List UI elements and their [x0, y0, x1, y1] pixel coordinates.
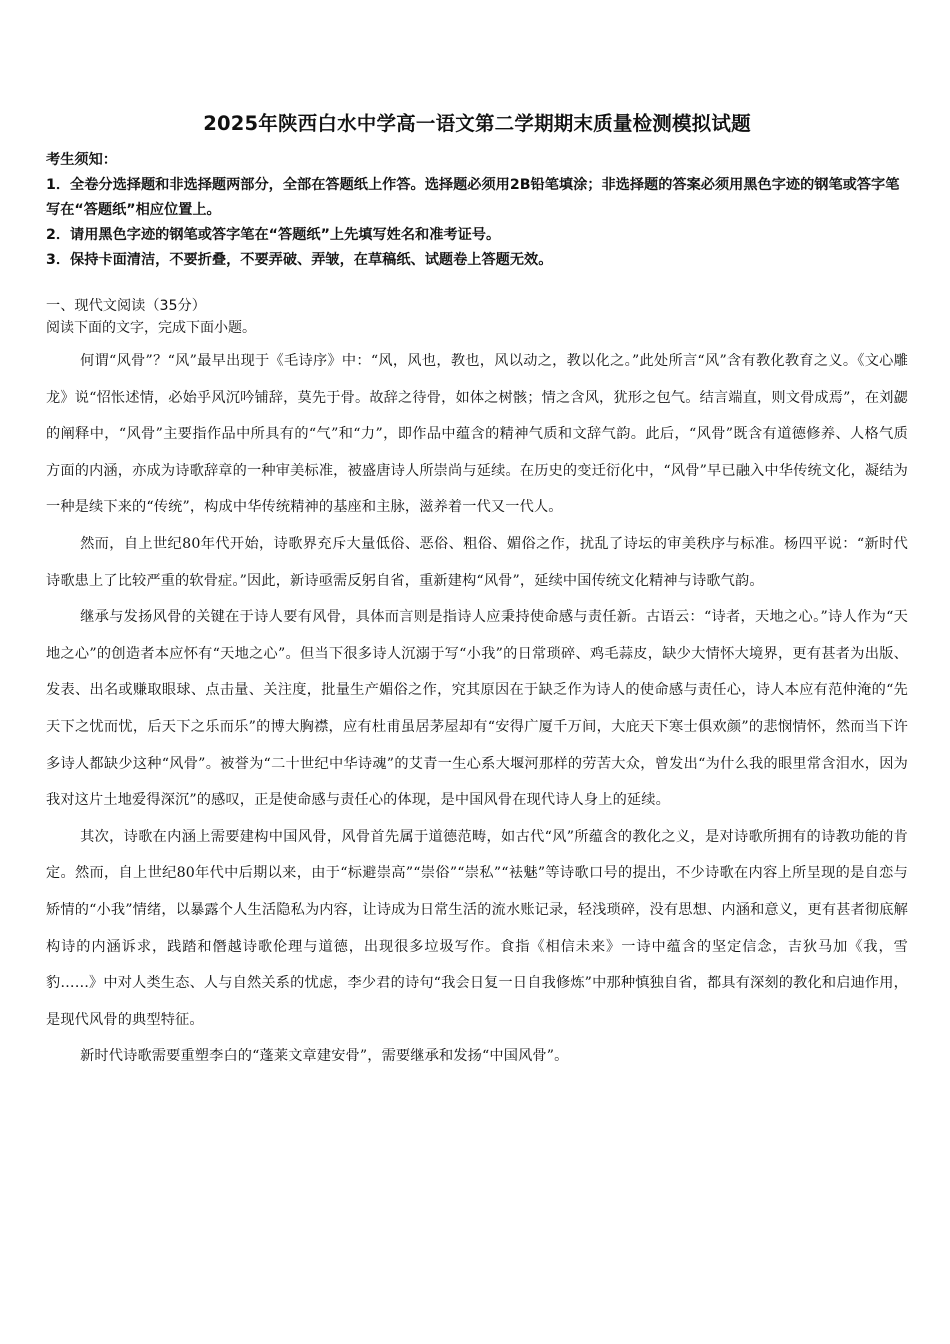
reading-paragraph: 何谓“风骨”？“风”最早出现于《毛诗序》中：“风，风也，教也，风以动之，教以化之。”此处所言“风”含有教化教育之义。《文心雕龙》说“怊怅述情，必始乎风沉吟铺辞，莫先于骨。故辞之待骨，如体之树骸；情之含风，犹形之包气。结言端直，则文骨成焉”，在刘勰的阐释中，“风骨”主要指作品中所具有的“气”和“力”，即作品中蕴含的精神气质和文辞气韵。此后，“风骨”既含有道德修养、人格气质方面的内涵，亦成为诗歌辞章的一种审美标准，被盛唐诗人所崇尚与延续。在历史的变迁衍化中，“风骨”早已融入中华传统文化，凝结为一种是续下来的“传统”，构成中华传统精神的基座和主脉，滋养着一代又一代人。	[46, 353, 908, 516]
document-title: 2025年陕西白水中学高一语文第二学期期末质量检测模拟试题	[203, 112, 751, 135]
section-heading: 一、现代文阅读（35分）	[46, 298, 206, 314]
notice-item: 2．请用黑色字迹的钢笔或答字笔在“答题纸”上先填写姓名和准考证号。	[46, 227, 501, 243]
reading-paragraph: 然而，自上世纪80年代开始，诗歌界充斥大量低俗、恶俗、粗俗、媚俗之作，扰乱了诗坛的审美秩序与标准。杨四平说：“新时代诗歌患上了比较严重的软骨症。”因此，新诗亟需反躬自省，重新建构“风骨”，延续中国传统文化精神与诗歌气韵。	[46, 535, 908, 589]
candidate-notice	[46, 148, 908, 273]
reading-paragraph: 新时代诗歌需要重塑李白的“蓬莱文章建安骨”，需要继承和发扬“中国风骨”。	[80, 1048, 569, 1065]
reading-paragraph: 其次，诗歌在内涵上需要建构中国风骨，风骨首先属于道德范畴，如古代“风”所蕴含的教化之义，是对诗歌所拥有的诗教功能的肯定。然而，自上世纪80年代中后期以来，由于“标避崇高”“崇俗”“崇私”“袪魅”等诗歌口号的提出，不少诗歌在内容上所呈现的是自恋与矫情的“小我”情绪，以暴露个人生活隐私为内容，让诗成为日常生活的流水账记录，轻浅琐碎，没有思想、内涵和意义，更有甚者彻底解构诗的内涵诉求，践踏和僭越诗歌伦理与道德，出现很多垃圾写作。食指《相信未来》一诗中蕴含的坚定信念，吉狄马加《我，雪豹……》中对人类生态、人与自然关系的忧虑，李少君的诗句“我会日复一日自我修炼”中那种慎独自省，都具有深刻的教化和启迪作用，是现代风骨的典型特征。	[46, 828, 908, 1028]
notice-heading: 考生须知：	[46, 152, 117, 168]
reading-paragraph: 继承与发扬风骨的关键在于诗人要有风骨，具体而言则是指诗人应秉持使命感与责任新。古语云：“诗者，天地之心。”诗人作为“天地之心”的创造者本应怀有“天地之心”。但当下很多诗人沉溺于写“小我”的日常琐碎、鸡毛蒜皮，缺少大情怀大境界，更有甚者为出版、发表、出名或赚取眼球、点击量、关注度，批量生产媚俗之作，究其原因在于缺乏作为诗人的使命感与责任心，诗人本应有范仲淹的“先天下之忧而忧，后天下之乐而乐”的博大胸襟，应有杜甫虽居茅屋却有“安得广厦千万间，大庇天下寒士俱欢颜”的悲悯情怀，然而当下许多诗人都缺少这种“风骨”。被誉为“二十世纪中华诗魂”的艾青一生心系大堰河那样的劳苦大众，曾发出“为什么我的眼里常含泪水，因为我对这片土地爱得深沉”的感叹，正是使命感与责任心的体现，是中国风骨在现代诗人身上的延续。	[46, 609, 908, 809]
exam-page	[46, 104, 908, 1075]
section-intro: 阅读下面的文字，完成下面小题。	[46, 320, 256, 336]
notice-item: 1．全卷分选择题和非选择题两部分，全部在答题纸上作答。选择题必须用2B铅笔填涂；非选择题的答案必须用黑色字迹的钢笔或答字笔写在“答题纸”相应位置上。	[46, 177, 900, 218]
notice-item: 3．保持卡面清洁，不要折叠，不要弄破、弄皱，在草稿纸、试题卷上答题无效。	[46, 252, 553, 268]
